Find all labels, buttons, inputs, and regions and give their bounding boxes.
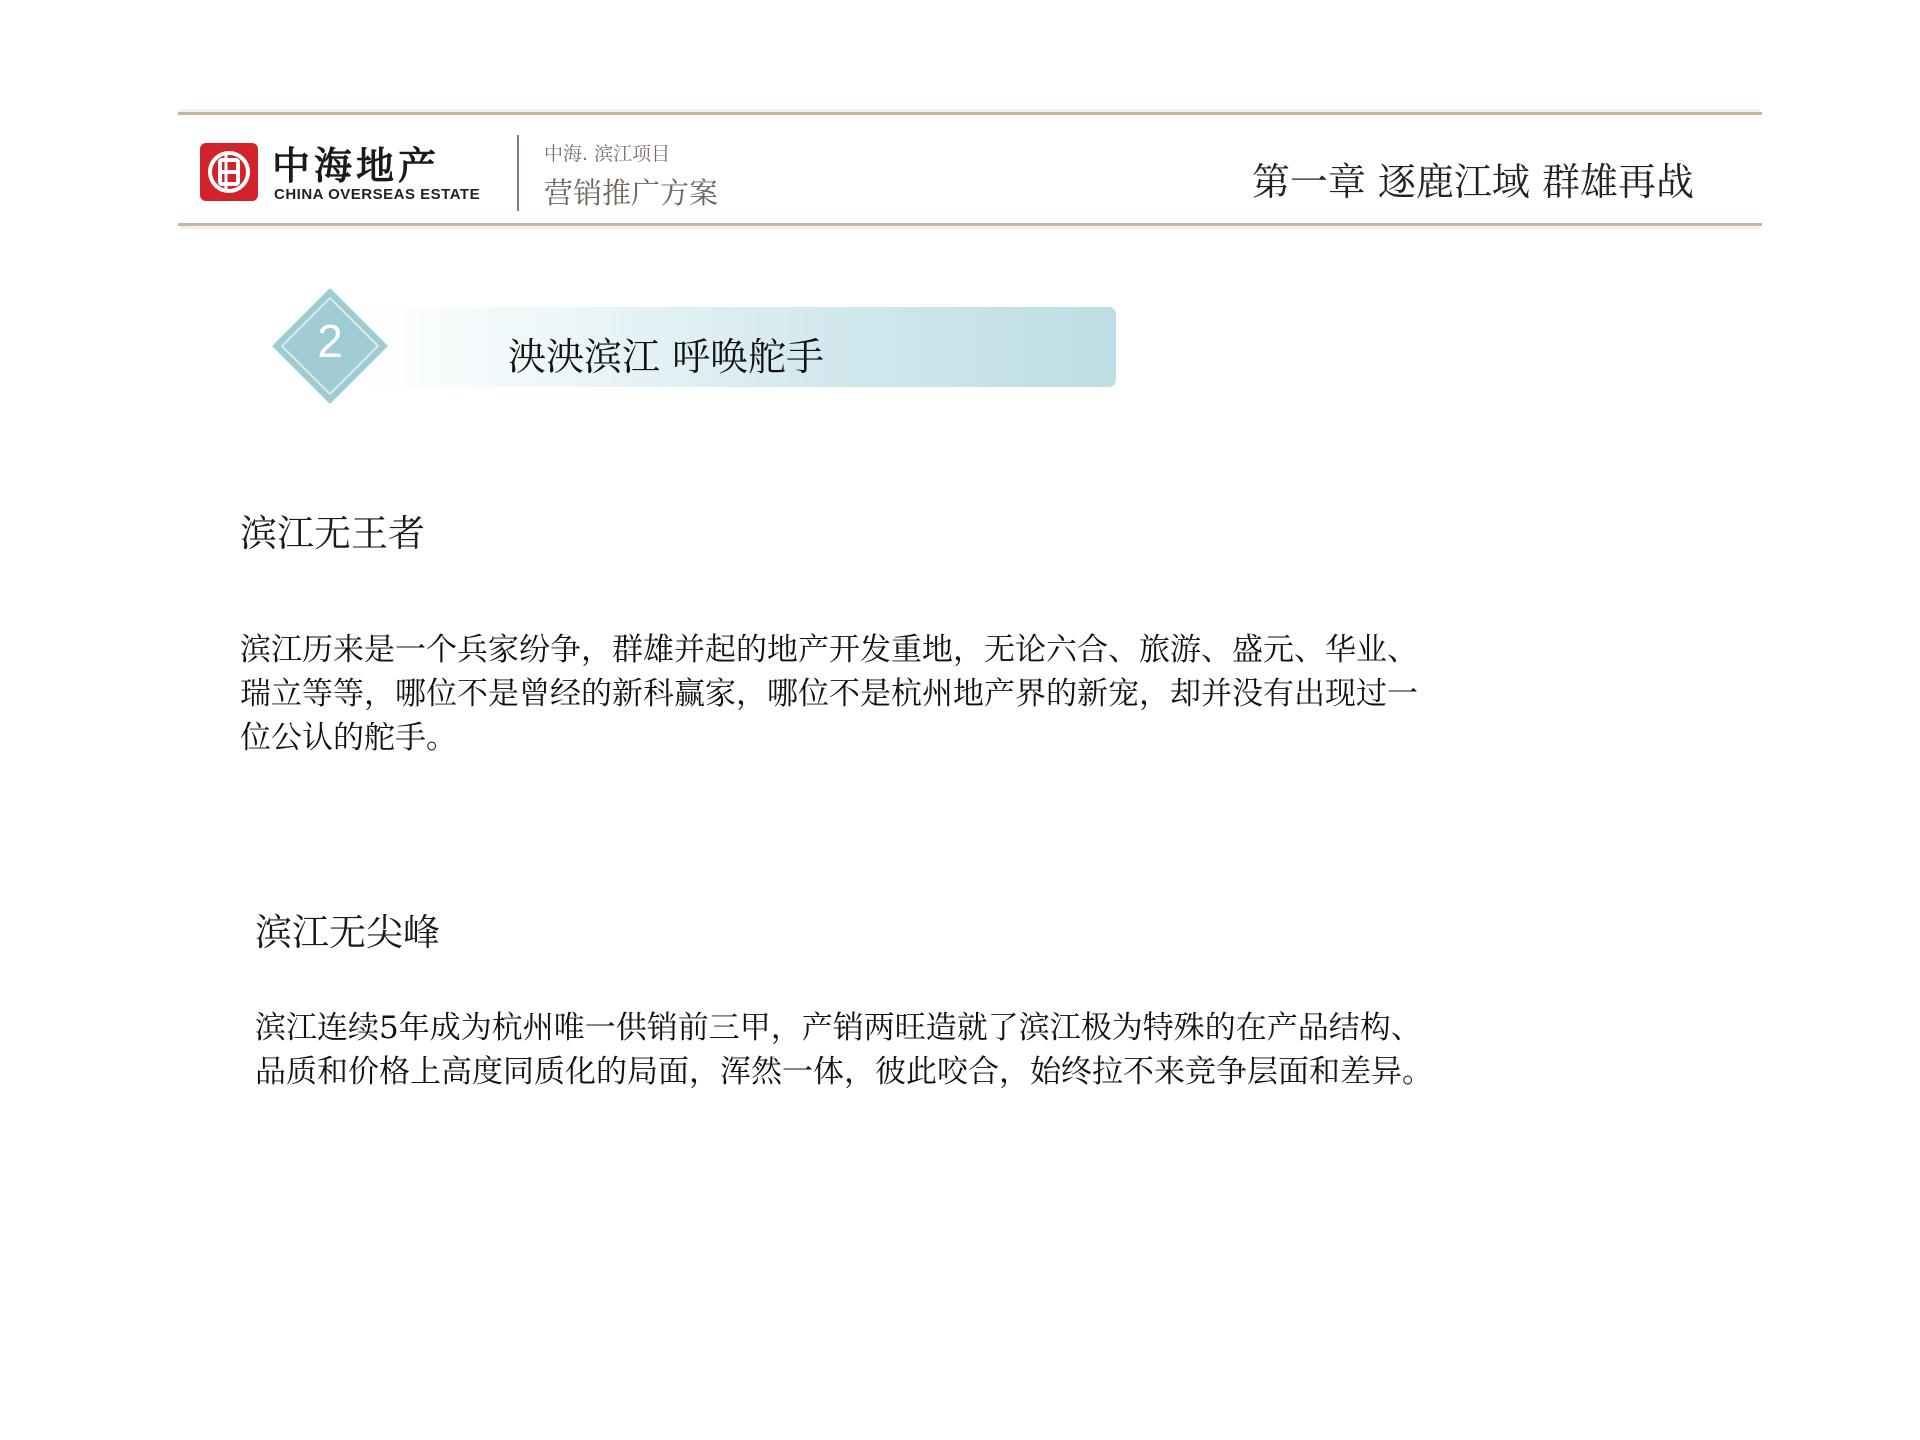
logo-divider [517,135,519,211]
block-paragraph: 滨江连续5年成为杭州唯一供销前三甲，产销两旺造就了滨江极为特殊的在产品结构、 品质和价格上高度同质化的局面，浑然一体，彼此咬合，始终拉不来竞争层面和差异。 [255,1010,1433,1090]
section-banner [270,286,1116,406]
china-overseas-logo-icon [200,143,258,201]
logo-chinese-name: 中海地产 [272,144,441,188]
project-plan-title: 营销推广方案 [544,176,719,210]
block-paragraph: 滨江历来是一个兵家纷争，群雄并起的地产开发重地，无论六合、旅游、盛元、华业、 瑞立等等，哪位不是曾经的新科赢家，哪位不是杭州地产界的新宠，却并没有出现过一 位公认的舵手。 [240,632,1418,756]
section-number: 2 [317,315,343,367]
block-heading: 滨江无尖峰 [255,911,440,954]
logo-english-name: CHINA OVERSEAS ESTATE [274,186,481,203]
project-name: 中海. 滨江项目 [544,143,671,165]
slide-header [178,112,1762,226]
section-title: 泱泱滨江 呼唤舵手 [508,335,825,379]
block-heading: 滨江无王者 [240,512,425,555]
chapter-title: 第一章 逐鹿江域 群雄再战 [1251,160,1694,204]
